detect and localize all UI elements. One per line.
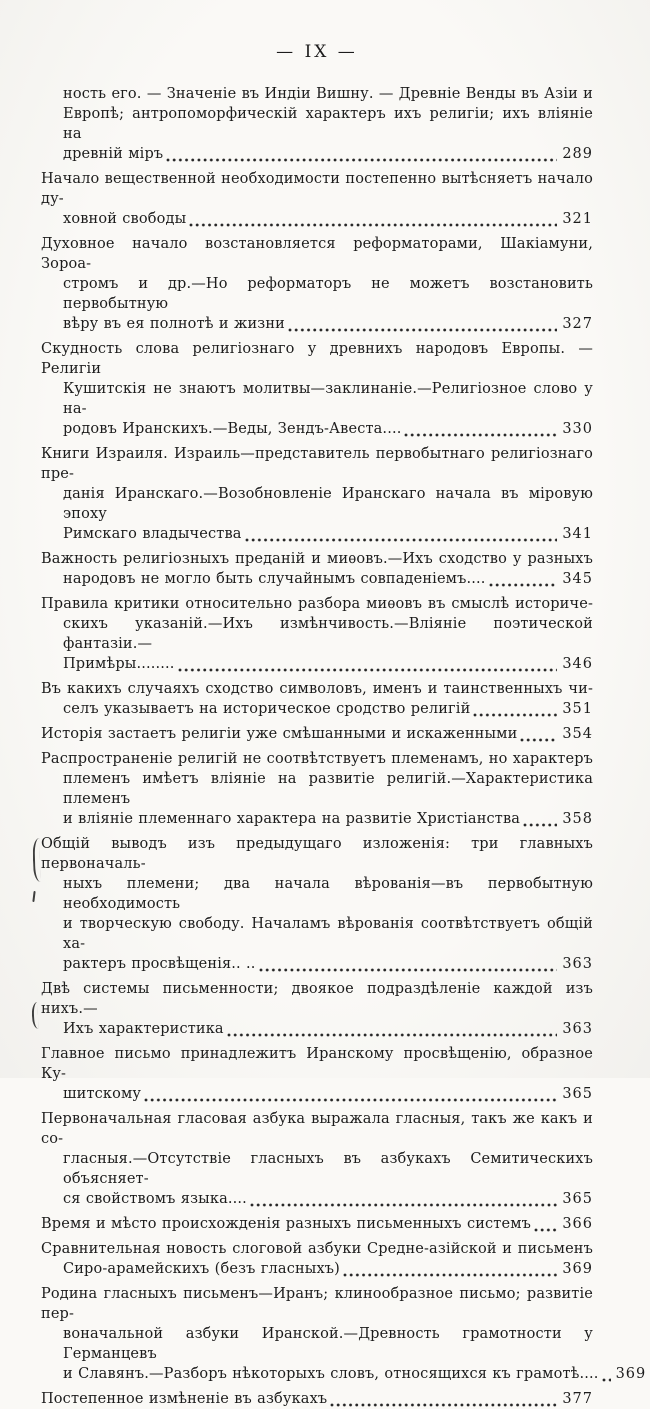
toc-entry-line	[63, 144, 593, 164]
toc-entry-line: Важность религіозныхъ преданій и миѳовъ.—Ихъ сходство у разныхъ	[41, 551, 593, 567]
toc-entry-line: Кушитскія не знаютъ молитвы—заклинаніе.—Религіозное слово у на-	[63, 381, 593, 417]
toc-entry-line	[41, 1214, 593, 1234]
toc-entry-text: Время и мѣсто происхожденія разныхъ письменныхъ системъ	[41, 1216, 532, 1232]
dot-leader	[329, 1394, 557, 1409]
toc-page-number: 345	[562, 571, 593, 587]
toc-page-number: 366	[562, 1216, 593, 1232]
toc-page-number: 365	[562, 1086, 593, 1102]
toc-entry	[41, 1109, 593, 1209]
toc-entry-line: ныхъ племени; два начала вѣрованія—въ первобытную необходимость	[63, 876, 593, 912]
toc-page-number: 289	[562, 146, 593, 162]
toc-entry-text: Римскаго владычества	[63, 526, 242, 542]
toc-entry-line	[63, 1364, 647, 1384]
toc-page-number: 321	[562, 211, 593, 227]
dot-leader	[244, 529, 558, 544]
toc-entry-line	[41, 724, 593, 744]
toc-entry-text: рактеръ просвѣщенія.. ..	[63, 956, 256, 972]
toc-entry-text: Примѣры........	[63, 656, 175, 672]
toc-page-number: 377	[562, 1391, 593, 1407]
toc-entry-line	[63, 569, 593, 589]
toc-entry-line: Сравнительная новость слоговой азбуки Средне-азійской и письменъ	[41, 1241, 593, 1257]
toc-page-number: 330	[562, 421, 593, 437]
toc-entry-line: данія Иранскаго.—Возобновленіе Иранскаго начала въ міровую эпоху	[63, 486, 593, 522]
toc-entry-line	[63, 1019, 593, 1039]
toc-entry-with-pen-mark	[41, 979, 593, 1039]
toc-page-number: 363	[562, 1021, 593, 1037]
toc-entry-line: племенъ имѣетъ вліяніе на развитіе религій.—Характеристика племенъ	[63, 771, 593, 807]
dot-leader	[519, 729, 557, 744]
toc-entry-line	[63, 314, 593, 334]
toc-entry	[41, 1389, 593, 1409]
toc-entry-text: ся свойствомъ языка....	[63, 1191, 247, 1207]
toc-entry-line: Родина гласныхъ письменъ—Иранъ; клинообразное письмо; развитіе пер-	[41, 1286, 593, 1322]
toc-entry-text: Исторія застаетъ религіи уже смѣшанными и искаженными	[41, 726, 518, 742]
toc-entry-line: воначальной азбуки Иранской.—Древность грамотности у Германцевъ	[63, 1326, 593, 1362]
dot-leader	[488, 574, 558, 589]
toc-entry-line	[63, 654, 593, 674]
toc-entry	[41, 724, 593, 744]
toc-entry-line: Первоначальная гласовая азбука выражала гласныя, такъ же какъ и со-	[41, 1111, 593, 1147]
dot-leader	[165, 149, 557, 164]
toc-page-number: 327	[562, 316, 593, 332]
toc-page-number: 346	[562, 656, 593, 672]
toc-page-number: 354	[562, 726, 593, 742]
toc-entry	[41, 444, 593, 544]
toc-entry-line	[63, 1084, 593, 1104]
toc-entry-text: Сиро-арамейскихъ (безъ гласныхъ)	[63, 1261, 340, 1277]
toc-entry-line	[63, 209, 593, 229]
toc-page-number: 369	[615, 1366, 647, 1382]
toc-entry-text: ховной свободы	[63, 211, 187, 227]
toc-entry-line: ность его. — Значеніе въ Индіи Вишну. — Древніе Венды въ Азіи и	[63, 86, 593, 102]
toc-entry	[41, 1044, 593, 1104]
toc-entry-line: Скудность слова религіознаго у древнихъ народовъ Европы. — Религіи	[41, 341, 593, 377]
toc-entry-line	[63, 524, 593, 544]
toc-page-number: 363	[562, 956, 593, 972]
toc-entry-text: Постепенное измѣненіе въ азбукахъ	[41, 1391, 328, 1407]
dot-leader	[533, 1219, 557, 1234]
toc-entry-line	[63, 809, 593, 829]
toc-entry	[41, 234, 593, 334]
toc-entry-line	[63, 1189, 593, 1209]
toc-entry-with-pen-mark	[41, 834, 593, 974]
toc-entry-text: древній міръ	[63, 146, 164, 162]
toc-entry-line: гласныя.—Отсутствіе гласныхъ въ азбукахъ Семитическихъ объясняет-	[63, 1151, 593, 1187]
toc-entry-text: Ихъ характеристика	[63, 1021, 224, 1037]
toc-entry-line: скихъ указаній.—Ихъ измѣнчивость.—Вліяніе поэтической фантазіи.—	[63, 616, 593, 652]
toc-entry-line	[63, 1259, 593, 1279]
toc-entry	[41, 1284, 647, 1384]
dot-leader	[226, 1024, 558, 1039]
dot-leader	[472, 704, 557, 719]
toc-entry-line	[41, 1389, 593, 1409]
toc-page-number: 358	[562, 811, 593, 827]
toc-page-number: 341	[562, 526, 593, 542]
toc-entry-line: Распространеніе религій не соотвѣтствуетъ племенамъ, но характеръ	[41, 751, 593, 767]
toc-entry-line: Книги Израиля. Израиль—представитель первобытнаго религіознаго пре-	[41, 446, 593, 482]
toc-entry-line: и творческую свободу. Началамъ вѣрованія соотвѣтствуетъ общій ха-	[63, 916, 593, 952]
dot-leader	[188, 214, 557, 229]
dot-leader	[522, 814, 557, 829]
dot-leader	[249, 1194, 557, 1209]
toc-entry-text: и вліяніе племеннаго характера на развитіе Христіанства	[63, 811, 521, 827]
toc-entry-line: стромъ и др.—Но реформаторъ не можетъ возстановить первобытную	[63, 276, 593, 312]
dot-leader	[258, 959, 558, 974]
toc-entry-text: вѣру въ ея полнотѣ и жизни	[63, 316, 285, 332]
toc-entry	[41, 749, 593, 829]
toc-entry-text: шитскому	[63, 1086, 142, 1102]
toc-entry	[41, 339, 593, 439]
toc-entry-line: Общій выводъ изъ предыдущаго изложенія: три главныхъ первоначаль-	[41, 836, 593, 872]
toc-entry-line: Духовное начало возстановляется реформаторами, Шакіамуни, Зороа-	[41, 236, 593, 272]
dot-leader	[287, 319, 557, 334]
dot-leader	[601, 1369, 611, 1384]
page-number-heading: — IX —	[276, 42, 358, 62]
dot-leader	[143, 1089, 557, 1104]
dot-leader	[342, 1264, 557, 1279]
toc-entry	[41, 169, 593, 229]
toc-page-number: 369	[562, 1261, 593, 1277]
toc-page-number: 351	[562, 701, 593, 717]
toc-entry-line: Главное письмо принадлежитъ Иранскому просвѣщенію, образное Ку-	[41, 1046, 593, 1082]
toc-entry-text: родовъ Иранскихъ.—Веды, Зендъ-Авеста....	[63, 421, 402, 437]
toc-entry-text: и Славянъ.—Разборъ нѣкоторыхъ словъ, относящихся къ грамотѣ....	[63, 1366, 599, 1382]
dot-leader	[177, 659, 558, 674]
toc-entry-line	[63, 699, 593, 719]
toc-entry	[41, 1214, 593, 1234]
toc-entry	[41, 594, 593, 674]
toc-entry-line	[63, 419, 593, 439]
toc-list	[41, 84, 647, 1409]
toc-entry-line: Двѣ системы письменности; двоякое подраздѣленіе каждой изъ нихъ.—	[41, 981, 593, 1017]
toc-entry	[41, 549, 593, 589]
toc-entry	[41, 1239, 593, 1279]
toc-entry-line: Европѣ; антропоморфическій характеръ ихъ религіи; ихъ вліяніе на	[63, 106, 593, 142]
toc-entry	[41, 679, 593, 719]
toc-entry	[41, 84, 593, 164]
toc-entry-line: Правила критики относительно разбора миѳовъ въ смыслѣ историче-	[41, 596, 593, 612]
toc-entry-text: селъ указываетъ на историческое сродство религій	[63, 701, 471, 717]
toc-entry-line: Въ какихъ случаяхъ сходство символовъ, именъ и таинственныхъ чи-	[41, 681, 593, 697]
toc-entry-line: Начало вещественной необходимости постепенно вытѣсняетъ начало ду-	[41, 171, 593, 207]
toc-entry-text: народовъ не могло быть случайнымъ совпаденіемъ....	[63, 571, 486, 587]
toc-entry-line	[63, 954, 593, 974]
toc-page-number: 365	[562, 1191, 593, 1207]
dot-leader	[403, 424, 557, 439]
